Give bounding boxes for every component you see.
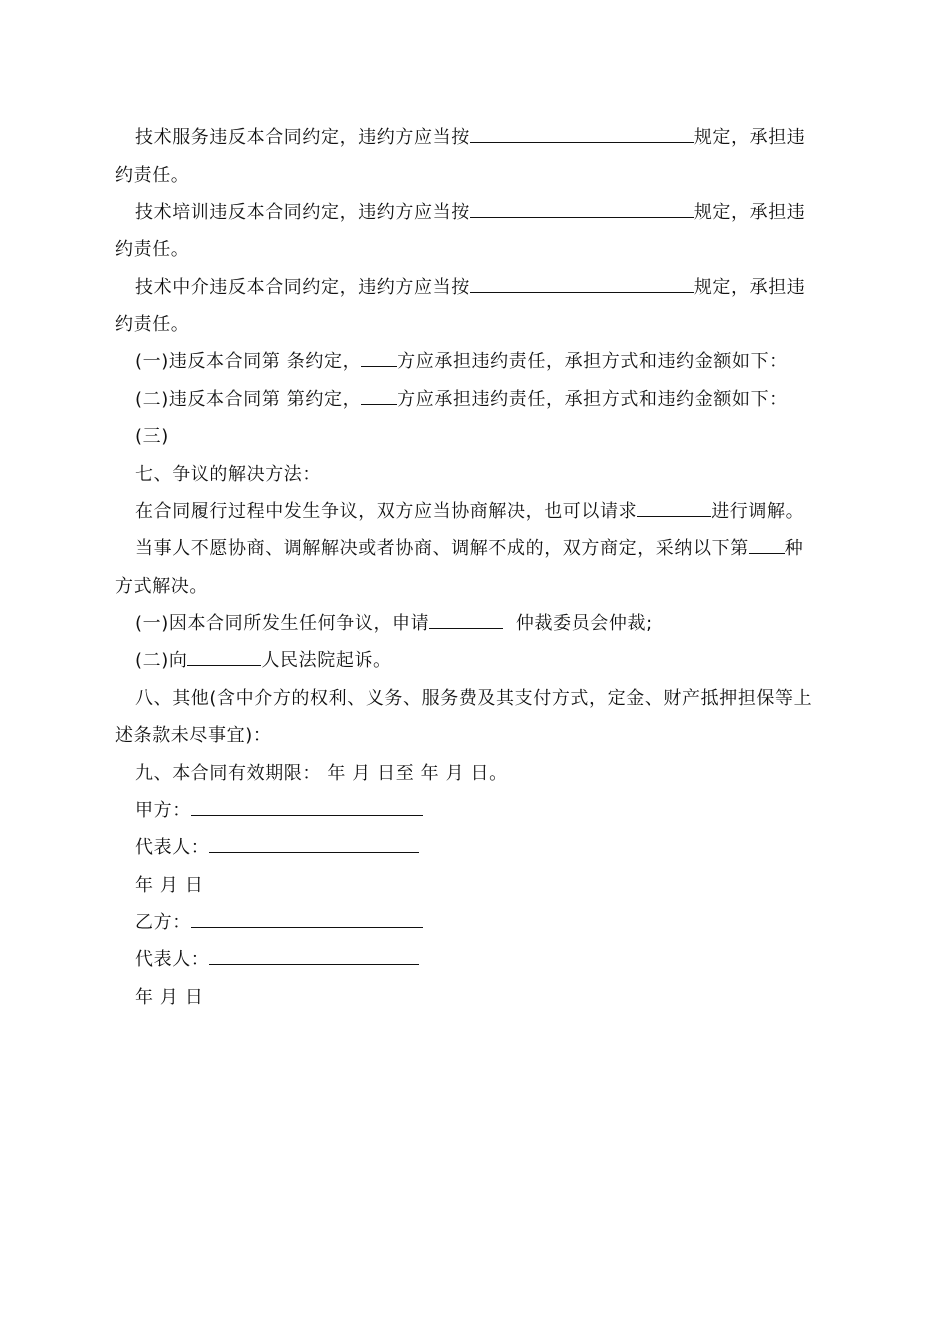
paragraph-text: 技术服务违反本合同约定，违约方应当按 bbox=[135, 127, 470, 148]
party-a-representative-line[interactable] bbox=[209, 836, 419, 853]
party-a-signature-line[interactable] bbox=[191, 799, 423, 816]
party-b-representative-row bbox=[135, 948, 419, 972]
section-8-title: 八、其他(含中介方的权利、义务、服务费及其支付方式，定金、财产抵押担保等上 bbox=[135, 688, 813, 709]
party-b-signature-line[interactable] bbox=[191, 911, 423, 928]
section-7-mediation bbox=[135, 500, 804, 524]
fill-blank[interactable] bbox=[361, 388, 397, 405]
option-text: 人民法院起诉。 bbox=[261, 650, 392, 671]
paragraph-text: 规定，承担违 bbox=[693, 127, 806, 148]
section-7-option-court bbox=[135, 649, 392, 673]
party-a-label: 甲方： bbox=[135, 800, 191, 821]
paragraph-continuation: 约责任。 bbox=[115, 314, 190, 335]
representative-label: 代表人： bbox=[135, 837, 210, 858]
section-7-title: 七、争议的解决方法： bbox=[135, 464, 321, 485]
paragraph-continuation: 约责任。 bbox=[115, 165, 190, 186]
liability-item-3: (三) bbox=[135, 426, 169, 447]
party-b-label: 乙方： bbox=[135, 912, 191, 933]
paragraph-continuation: 约责任。 bbox=[115, 239, 190, 260]
representative-label: 代表人： bbox=[135, 949, 210, 970]
paragraph-tech-intermediary bbox=[135, 276, 805, 300]
paragraph-text: 规定，承担违 bbox=[693, 202, 806, 223]
paragraph-tech-training bbox=[135, 201, 805, 225]
option-text: 仲裁委员会仲裁; bbox=[515, 613, 653, 634]
fill-blank[interactable] bbox=[361, 350, 397, 367]
liability-item-1 bbox=[135, 350, 788, 374]
liability-item-2 bbox=[135, 388, 788, 412]
fill-blank[interactable] bbox=[749, 537, 785, 554]
fill-blank[interactable] bbox=[429, 612, 503, 629]
item-text: 方应承担违约责任，承担方式和违约金额如下： bbox=[397, 389, 788, 410]
fill-blank[interactable] bbox=[470, 126, 694, 143]
paragraph-text: 技术中介违反本合同约定，违约方应当按 bbox=[135, 277, 470, 298]
fill-blank[interactable] bbox=[470, 276, 694, 293]
paragraph-text: 在合同履行过程中发生争议，双方应当协商解决，也可以请求 bbox=[135, 501, 638, 522]
paragraph-continuation: 方式解决。 bbox=[115, 576, 208, 597]
item-text: (二)违反本合同第 第约定， bbox=[135, 389, 362, 410]
fill-blank[interactable] bbox=[470, 201, 694, 218]
paragraph-text: 进行调解。 bbox=[711, 501, 805, 522]
party-a-date: 年 月 日 bbox=[135, 875, 204, 896]
paragraph-text: 规定，承担违 bbox=[693, 277, 806, 298]
paragraph-continuation: 述条款未尽事宜)： bbox=[115, 725, 272, 746]
party-b-row bbox=[135, 911, 423, 935]
section-7-option-arbitration bbox=[135, 612, 653, 636]
party-b-date: 年 月 日 bbox=[135, 987, 204, 1008]
item-text: 方应承担违约责任，承担方式和违约金额如下： bbox=[397, 351, 788, 372]
option-text: (一)因本合同所发生任何争议，申请 bbox=[135, 613, 430, 634]
party-b-representative-line[interactable] bbox=[209, 948, 419, 965]
fill-blank[interactable] bbox=[637, 500, 711, 517]
party-a-representative-row bbox=[135, 836, 419, 860]
paragraph-text: 种 bbox=[784, 538, 804, 559]
fill-blank[interactable] bbox=[187, 649, 261, 666]
paragraph-text: 技术培训违反本合同约定，违约方应当按 bbox=[135, 202, 470, 223]
item-text: (一)违反本合同第 条约定， bbox=[135, 351, 362, 372]
party-a-row bbox=[135, 799, 423, 823]
option-text: (二)向 bbox=[135, 650, 188, 671]
paragraph-tech-service bbox=[135, 126, 805, 150]
paragraph-text: 当事人不愿协商、调解解决或者协商、调解不成的，双方商定，采纳以下第 bbox=[135, 538, 749, 559]
section-9-term: 九、本合同有效期限： 年 月 日至 年 月 日。 bbox=[135, 763, 508, 784]
section-7-resolution bbox=[135, 537, 803, 561]
